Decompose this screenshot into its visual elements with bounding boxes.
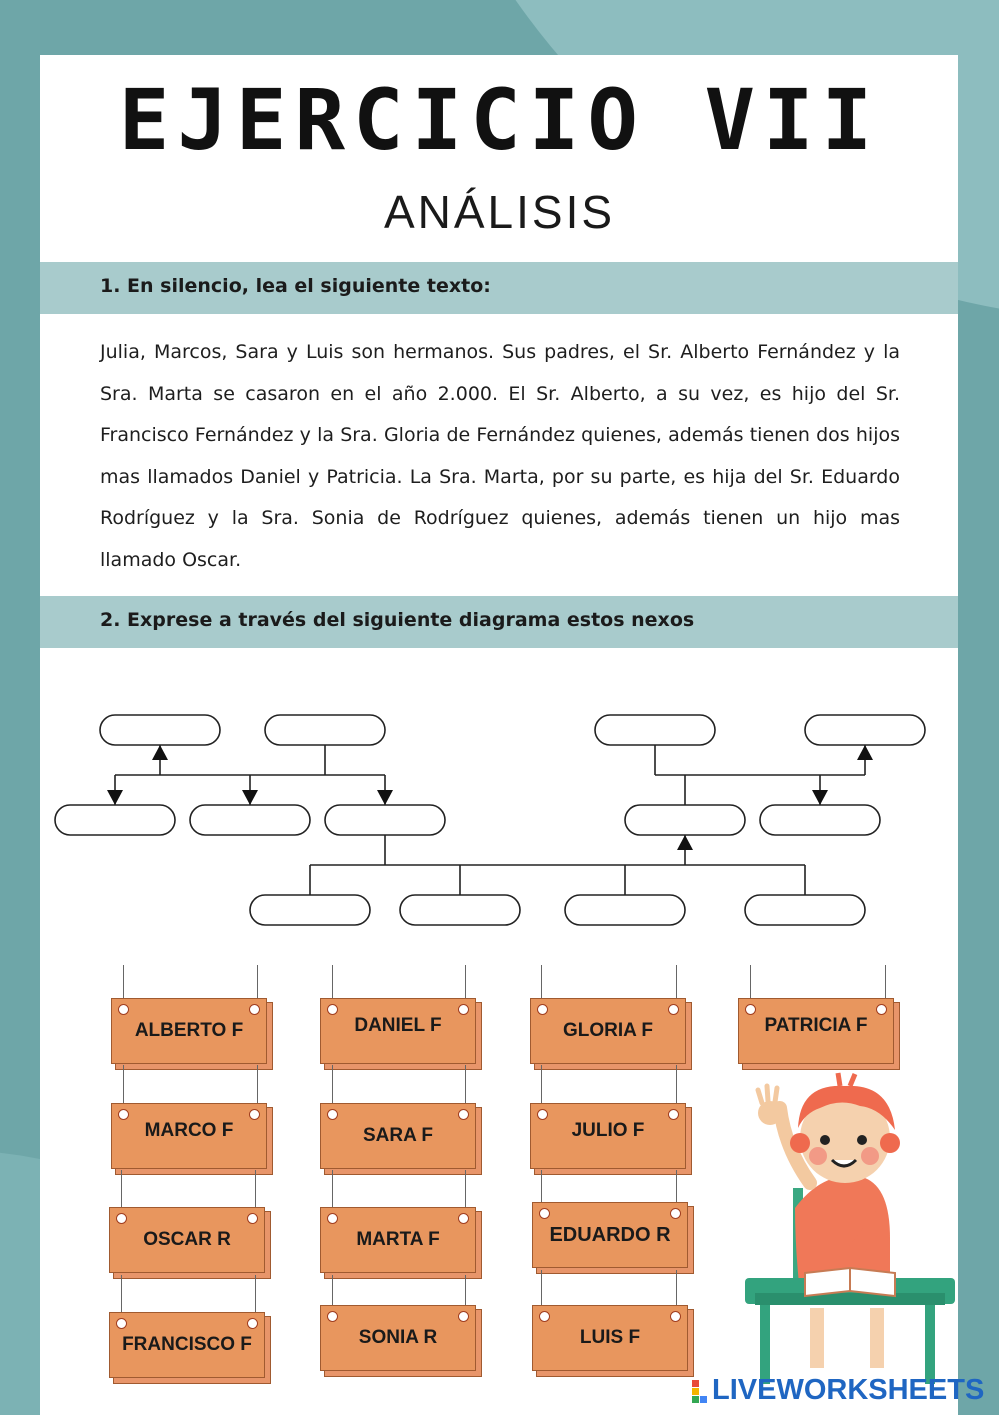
drop-slot[interactable]: [100, 715, 220, 745]
drop-slot[interactable]: [400, 895, 520, 925]
arrow-up-icon: [857, 745, 873, 760]
name-card[interactable]: EDUARDO R: [532, 1202, 688, 1270]
reading-text: Julia, Marcos, Sara y Luis son hermanos. Sus padres, el Sr. Alberto Fernández y la Sra. Marta se casaron en el año 2.000. El Sr. Alberto, a su vez, es hijo del Sr. Francisco Fernández y la Sra. Gloria de Fernández quienes, además tienen dos hijos mas llamados Daniel y Patricia. La Sra. Marta, por su parte, es hija del Sr. Eduardo Rodríguez y la Sra. Sonia de Rodríguez quienes, además tienen un hijo mas llamado Oscar.: [100, 341, 900, 571]
name-card[interactable]: MARCO F: [111, 1103, 267, 1171]
name-card[interactable]: SARA F: [320, 1103, 476, 1171]
drop-slot[interactable]: [565, 895, 685, 925]
name-card[interactable]: ALBERTO F: [111, 998, 267, 1066]
section-1-label: 1. En silencio, lea el siguiente texto:: [100, 275, 491, 297]
drop-slot[interactable]: [265, 715, 385, 745]
drop-slot[interactable]: [325, 805, 445, 835]
arrow-down-icon: [107, 790, 123, 805]
arrow-down-icon: [377, 790, 393, 805]
student-illustration: [740, 1068, 958, 1388]
name-card[interactable]: MARTA F: [320, 1207, 476, 1275]
drop-slot[interactable]: [760, 805, 880, 835]
drop-slot[interactable]: [55, 805, 175, 835]
page-title: EJERCICIO VII: [118, 71, 881, 169]
drop-slot[interactable]: [625, 805, 745, 835]
arrow-down-icon: [812, 790, 828, 805]
name-card[interactable]: LUIS F: [532, 1305, 688, 1373]
drop-slot[interactable]: [745, 895, 865, 925]
arrow-down-icon: [242, 790, 258, 805]
name-card[interactable]: JULIO F: [530, 1103, 686, 1171]
arrow-up-icon: [152, 745, 168, 760]
drop-slot[interactable]: [190, 805, 310, 835]
name-card[interactable]: SONIA R: [320, 1305, 476, 1373]
arrow-up-icon: [677, 835, 693, 850]
section-2-label: 2. Exprese a través del siguiente diagrama estos nexos: [100, 609, 695, 631]
name-card[interactable]: GLORIA F: [530, 998, 686, 1066]
name-card[interactable]: DANIEL F: [320, 998, 476, 1066]
logo-icon: [692, 1380, 708, 1404]
name-card[interactable]: OSCAR R: [109, 1207, 265, 1275]
name-card[interactable]: PATRICIA F: [738, 998, 894, 1066]
drop-slot[interactable]: [595, 715, 715, 745]
liveworksheets-logo: LIVEWORKSHEETS: [712, 1374, 985, 1406]
drop-slot[interactable]: [805, 715, 925, 745]
name-card[interactable]: FRANCISCO F: [109, 1312, 265, 1380]
drop-slot[interactable]: [250, 895, 370, 925]
page-subtitle: ANÁLISIS: [383, 186, 616, 238]
